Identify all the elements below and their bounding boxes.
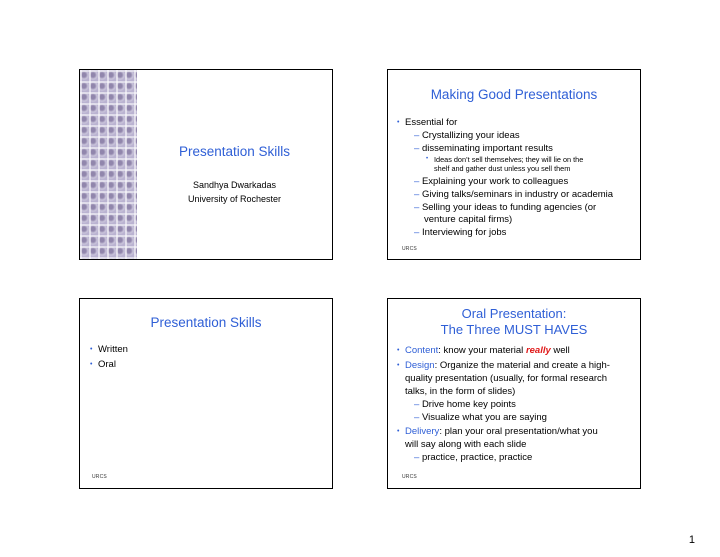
- bullet-oral: Oral: [98, 359, 116, 370]
- bullet-essential-for: Essential for: [405, 117, 458, 128]
- bullet-icon: •: [90, 346, 93, 353]
- slide-2: [387, 69, 641, 260]
- bullet-design-line2: quality presentation (usually, for formal research: [405, 373, 608, 384]
- bullet-content: Content: know your material really well: [405, 345, 570, 356]
- sub-item-practice: – practice, practice, practice: [414, 452, 533, 463]
- sub-item-interviewing: – Interviewing for jobs: [414, 227, 507, 238]
- page-number: 1: [688, 534, 695, 546]
- bullet-delivery-line1: Delivery: plan your oral presentation/what you: [405, 426, 598, 437]
- slide-4: [387, 298, 641, 489]
- sub-sub-item-ideas-line2: shelf and gather dust unless you sell them: [434, 164, 571, 173]
- slide-3-title: Presentation Skills: [150, 315, 262, 330]
- slide-1-title: Presentation Skills: [178, 144, 291, 159]
- slide-4-title-line1: Oral Presentation:: [461, 306, 567, 321]
- bullet-design-line3: talks, in the form of slides): [405, 386, 516, 397]
- author-affiliation: University of Rochester: [187, 194, 282, 204]
- slide-2-title: Making Good Presentations: [430, 87, 598, 102]
- sub-item-visualize: – Visualize what you are saying: [414, 412, 547, 423]
- portrait-collage-image: [80, 70, 137, 259]
- slide-footer: URCS: [402, 246, 417, 252]
- sub-item-selling-line2: venture capital firms): [424, 214, 513, 225]
- slide-4-title-line2: The Three MUST HAVES: [440, 322, 588, 337]
- sub-item-selling-line1: – Selling your ideas to funding agencies (or: [414, 202, 597, 213]
- sub-item-crystallizing: – Crystallizing your ideas: [414, 130, 520, 141]
- bullet-icon: •: [397, 428, 400, 435]
- bullet-icon: •: [397, 362, 400, 369]
- author-name: Sandhya Dwarkadas: [192, 180, 277, 190]
- slide-footer: URCS: [402, 474, 417, 480]
- bullet-icon: •: [397, 119, 400, 126]
- sub-item-disseminating: – disseminating important results: [414, 143, 553, 154]
- sub-item-drive-home: – Drive home key points: [414, 399, 516, 410]
- sub-item-explaining: – Explaining your work to colleagues: [414, 176, 569, 187]
- slide-footer: URCS: [92, 474, 107, 480]
- bullet-icon: •: [426, 156, 429, 162]
- bullet-written: Written: [98, 344, 128, 355]
- sub-item-giving-talks: – Giving talks/seminars in industry or academia: [414, 189, 614, 200]
- bullet-delivery-line2: will say along with each slide: [405, 439, 527, 450]
- bullet-icon: •: [90, 361, 93, 368]
- sub-sub-item-ideas-line1: Ideas don’t sell themselves; they will lie on the: [434, 155, 584, 164]
- slide-3: [79, 298, 333, 489]
- bullet-design-line1: Design: Organize the material and create a high-: [405, 360, 610, 371]
- bullet-icon: •: [397, 347, 400, 354]
- slide-1: [79, 69, 333, 260]
